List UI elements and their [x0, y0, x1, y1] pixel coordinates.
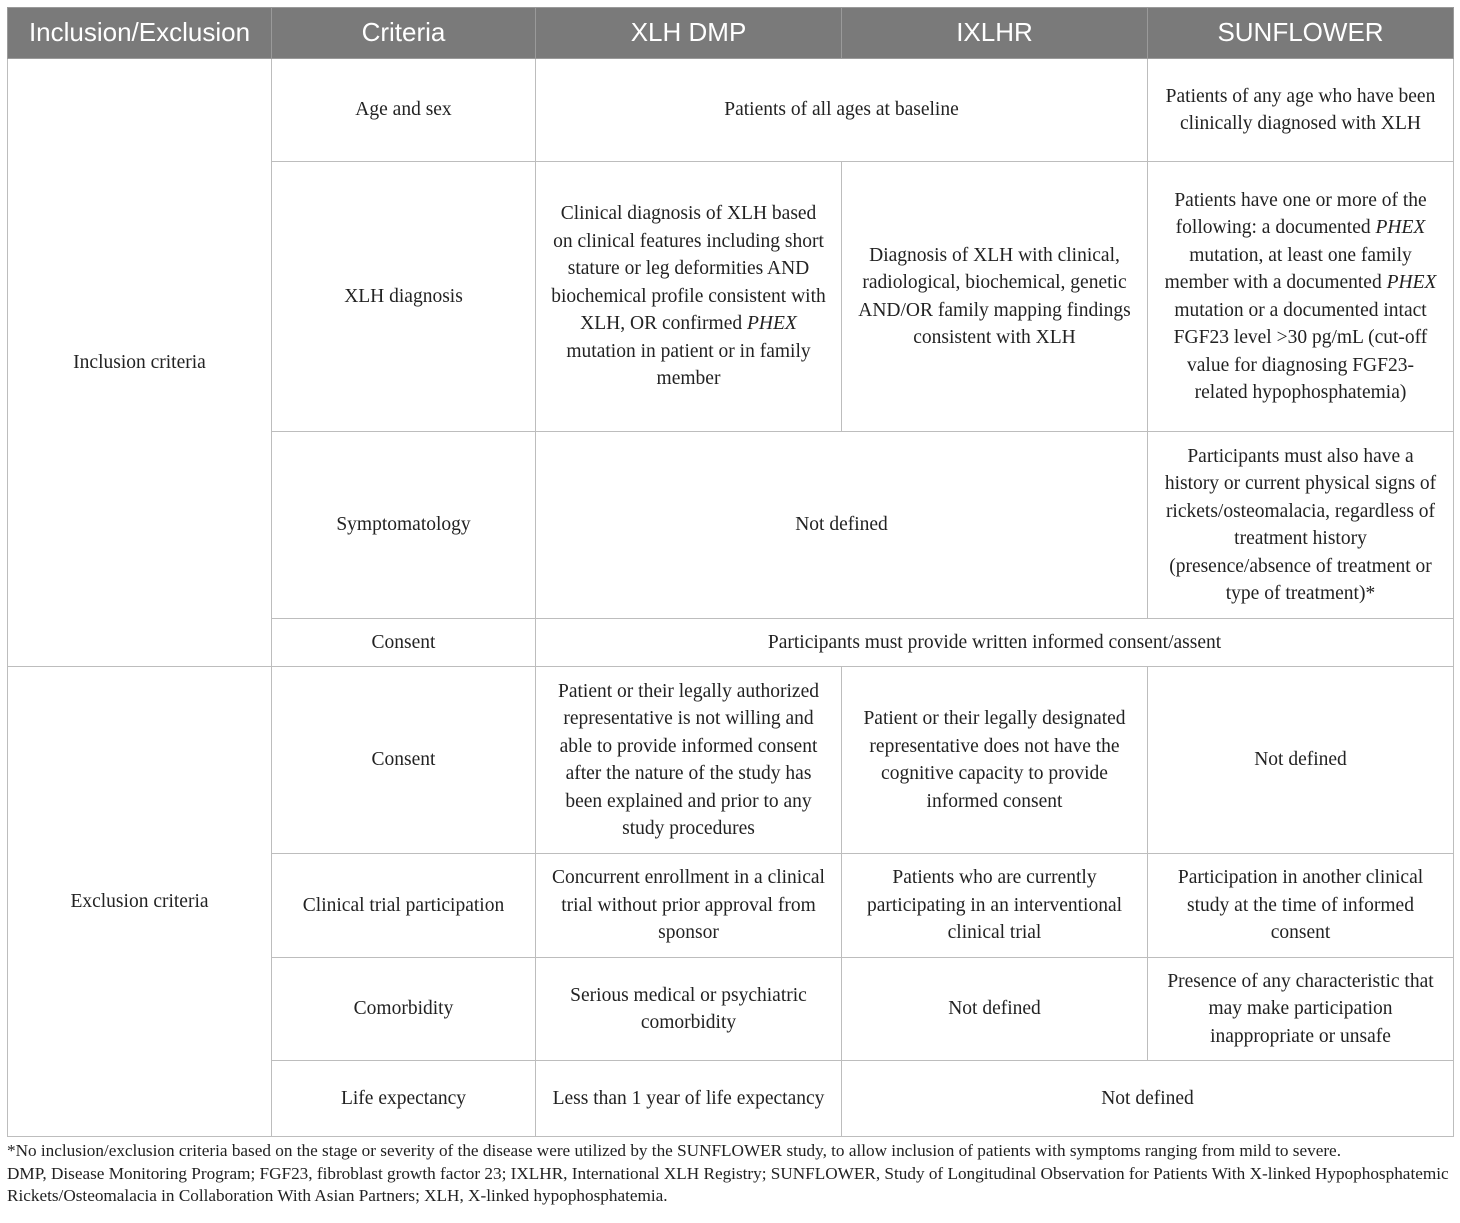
header-sunflower: SUNFLOWER — [1148, 8, 1454, 59]
criteria-life-expectancy: Life expectancy — [272, 1061, 536, 1137]
table-footnote — [7, 1140, 1455, 1208]
cell-age-sex-sunflower: Patients of any age who have been clinically diagnosed with XLH — [1148, 59, 1454, 162]
inclusion-criteria-label: Inclusion criteria — [8, 59, 272, 667]
cell-trial-sunflower: Participation in another clinical study at the time of informed consent — [1148, 854, 1454, 958]
table-row — [8, 667, 1454, 854]
criteria-symptomatology: Symptomatology — [272, 432, 536, 619]
criteria-table-container — [7, 7, 1453, 1137]
cell-diagnosis-ixlhr: Diagnosis of XLH with clinical, radiological, biochemical, genetic AND/OR family mapping findings consistent with XLH — [842, 162, 1148, 432]
cell-diagnosis-xlh-dmp: Clinical diagnosis of XLH based on clinical features including short stature or leg deformities AND biochemical profile consistent with XLH, OR confirmed PHEX mutation in patient or in family member — [536, 162, 842, 432]
cell-trial-dmp: Concurrent enrollment in a clinical trial without prior approval from sponsor — [536, 854, 842, 958]
table-row — [8, 59, 1454, 162]
cell-comorbidity-dmp: Serious medical or psychiatric comorbidity — [536, 958, 842, 1061]
criteria-age-sex: Age and sex — [272, 59, 536, 162]
criteria-comorbidity: Comorbidity — [272, 958, 536, 1061]
cell-diagnosis-sunflower: Patients have one or more of the following: a documented PHEX mutation, at least one family member with a documented PHEX mutation or a documented intact FGF23 level >30 pg/mL (cut-off value for diagnosing FGF23-related hypophosphatemia) — [1148, 162, 1454, 432]
header-inclusion-exclusion: Inclusion/Exclusion — [8, 8, 272, 59]
cell-life-dmp: Less than 1 year of life expectancy — [536, 1061, 842, 1137]
cell-comorbidity-sunflower: Presence of any characteristic that may make participation inappropriate or unsafe — [1148, 958, 1454, 1061]
footnote-line-2: DMP, Disease Monitoring Program; FGF23, fibroblast growth factor 23; IXLHR, International XLH Registry; SUNFLOWER, Study of Longitudinal Observation for Patients With X-linked Hypophosphatemic Rickets/Osteomalacia in Collaboration With Asian Partners; XLH, X-linked hypophosphatemia. — [7, 1163, 1449, 1205]
table-header-row — [8, 8, 1454, 59]
cell-age-sex-dmp-ixlhr: Patients of all ages at baseline — [536, 59, 1148, 162]
criteria-inclusion-consent: Consent — [272, 619, 536, 667]
cell-exclusion-consent-sunflower: Not defined — [1148, 667, 1454, 854]
cell-symptomatology-sunflower: Participants must also have a history or current physical signs of rickets/osteomalacia, regardless of treatment history (presence/absence of treatment or type of treatment)* — [1148, 432, 1454, 619]
cell-comorbidity-ixlhr: Not defined — [842, 958, 1148, 1061]
exclusion-criteria-label: Exclusion criteria — [8, 667, 272, 1137]
criteria-exclusion-consent: Consent — [272, 667, 536, 854]
header-criteria: Criteria — [272, 8, 536, 59]
cell-inclusion-consent-all: Participants must provide written informed consent/assent — [536, 619, 1454, 667]
cell-exclusion-consent-ixlhr: Patient or their legally designated representative does not have the cognitive capacity to provide informed consent — [842, 667, 1148, 854]
criteria-xlh-diagnosis: XLH diagnosis — [272, 162, 536, 432]
footnote-line-1: *No inclusion/exclusion criteria based on the stage or severity of the disease were utilized by the SUNFLOWER study, to allow inclusion of patients with symptoms ranging from mild to severe. — [7, 1141, 1341, 1160]
cell-trial-ixlhr: Patients who are currently participating in an interventional clinical trial — [842, 854, 1148, 958]
cell-exclusion-consent-dmp: Patient or their legally authorized representative is not willing and able to provide informed consent after the nature of the study has been explained and prior to any study procedures — [536, 667, 842, 854]
header-ixlhr: IXLHR — [842, 8, 1148, 59]
cell-symptomatology-dmp-ixlhr: Not defined — [536, 432, 1148, 619]
criteria-table — [7, 7, 1454, 1137]
criteria-clinical-trial: Clinical trial participation — [272, 854, 536, 958]
cell-life-ixlhr-sunflower: Not defined — [842, 1061, 1454, 1137]
header-xlh-dmp: XLH DMP — [536, 8, 842, 59]
